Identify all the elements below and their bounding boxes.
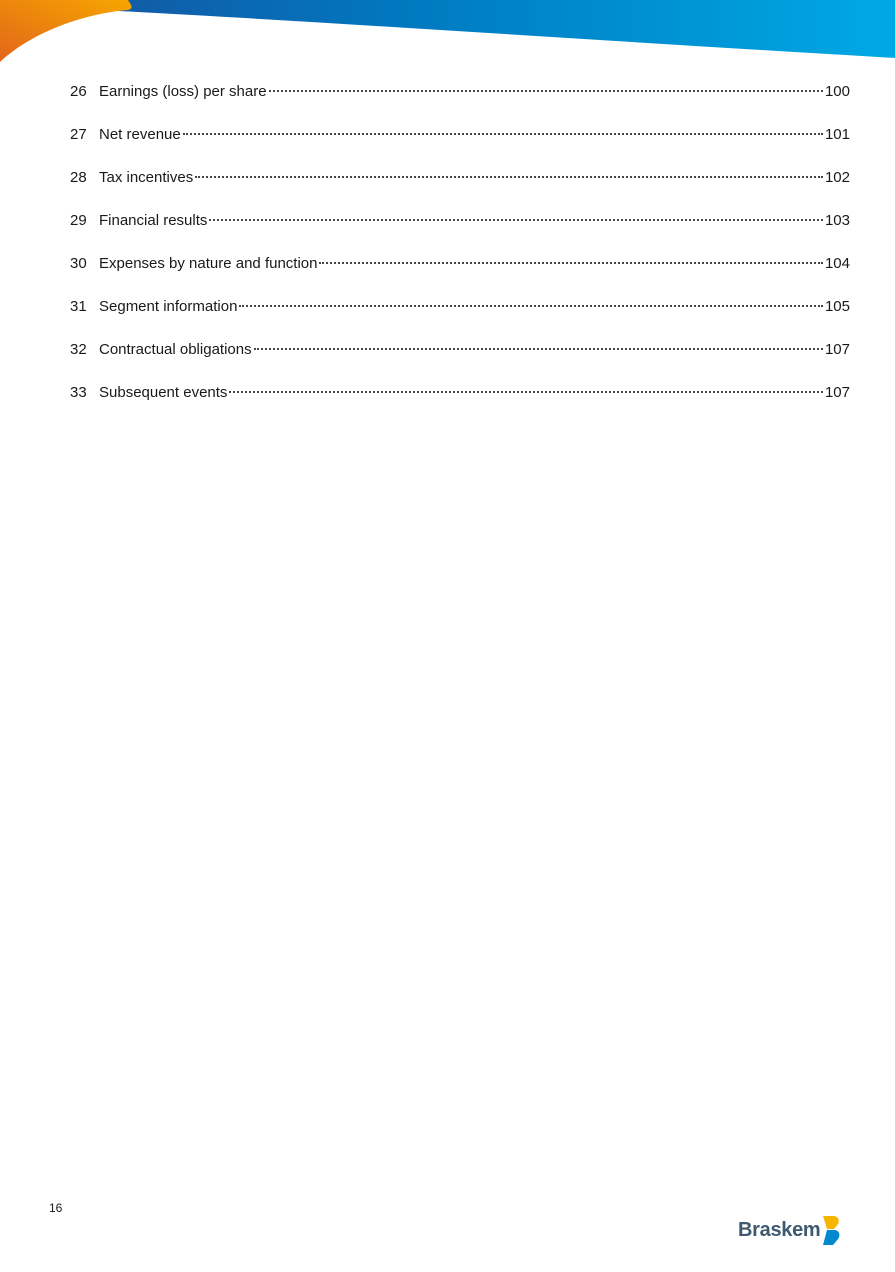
toc-entry[interactable] (70, 80, 850, 123)
toc-entry-page: 107 (824, 341, 850, 358)
blue-swoosh (0, 0, 895, 58)
table-of-contents (70, 80, 850, 424)
header-decoration (0, 0, 895, 70)
toc-entry-number: 28 (70, 169, 87, 186)
toc-entry[interactable] (70, 381, 850, 424)
toc-dot-leader (239, 304, 823, 307)
toc-entry[interactable] (70, 166, 850, 209)
toc-entry-title: Expenses by nature and function (99, 255, 318, 272)
toc-entry-title: Earnings (loss) per share (99, 83, 267, 100)
toc-entry-title: Subsequent events (99, 384, 228, 401)
orange-swoosh (0, 0, 132, 62)
toc-dot-leader (254, 347, 823, 350)
toc-entry[interactable] (70, 209, 850, 252)
toc-entry[interactable] (70, 295, 850, 338)
toc-entry-page: 100 (824, 83, 850, 100)
toc-dot-leader (269, 89, 823, 92)
toc-entry-page: 107 (824, 384, 850, 401)
toc-entry-page: 102 (824, 169, 850, 186)
toc-entry-number: 26 (70, 83, 87, 100)
logo-wordmark: Braskem (738, 1218, 821, 1241)
toc-entry-page: 103 (824, 212, 850, 229)
toc-dot-leader (183, 132, 823, 135)
logo-symbol-icon (821, 1214, 841, 1246)
toc-entry-page: 101 (824, 126, 850, 143)
toc-dot-leader (319, 261, 822, 264)
toc-dot-leader (195, 175, 823, 178)
toc-entry-page: 105 (824, 298, 850, 315)
toc-entry[interactable] (70, 123, 850, 166)
toc-entry-number: 30 (70, 255, 87, 272)
toc-dot-leader (209, 218, 823, 221)
toc-entry-number: 31 (70, 298, 87, 315)
toc-entry-page: 104 (824, 255, 850, 272)
toc-entry-title: Contractual obligations (99, 341, 252, 358)
toc-entry[interactable] (70, 338, 850, 381)
toc-dot-leader (229, 390, 823, 393)
toc-entry-number: 29 (70, 212, 87, 229)
braskem-logo (738, 1214, 841, 1246)
toc-entry-number: 33 (70, 384, 87, 401)
toc-entry-title: Segment information (99, 298, 238, 315)
toc-entry-number: 32 (70, 341, 87, 358)
toc-entry-title: Tax incentives (99, 169, 194, 186)
page-number: 16 (49, 1201, 63, 1215)
toc-entry-title: Net revenue (99, 126, 181, 143)
toc-entry[interactable] (70, 252, 850, 295)
toc-entry-number: 27 (70, 126, 87, 143)
toc-entry-title: Financial results (99, 212, 208, 229)
